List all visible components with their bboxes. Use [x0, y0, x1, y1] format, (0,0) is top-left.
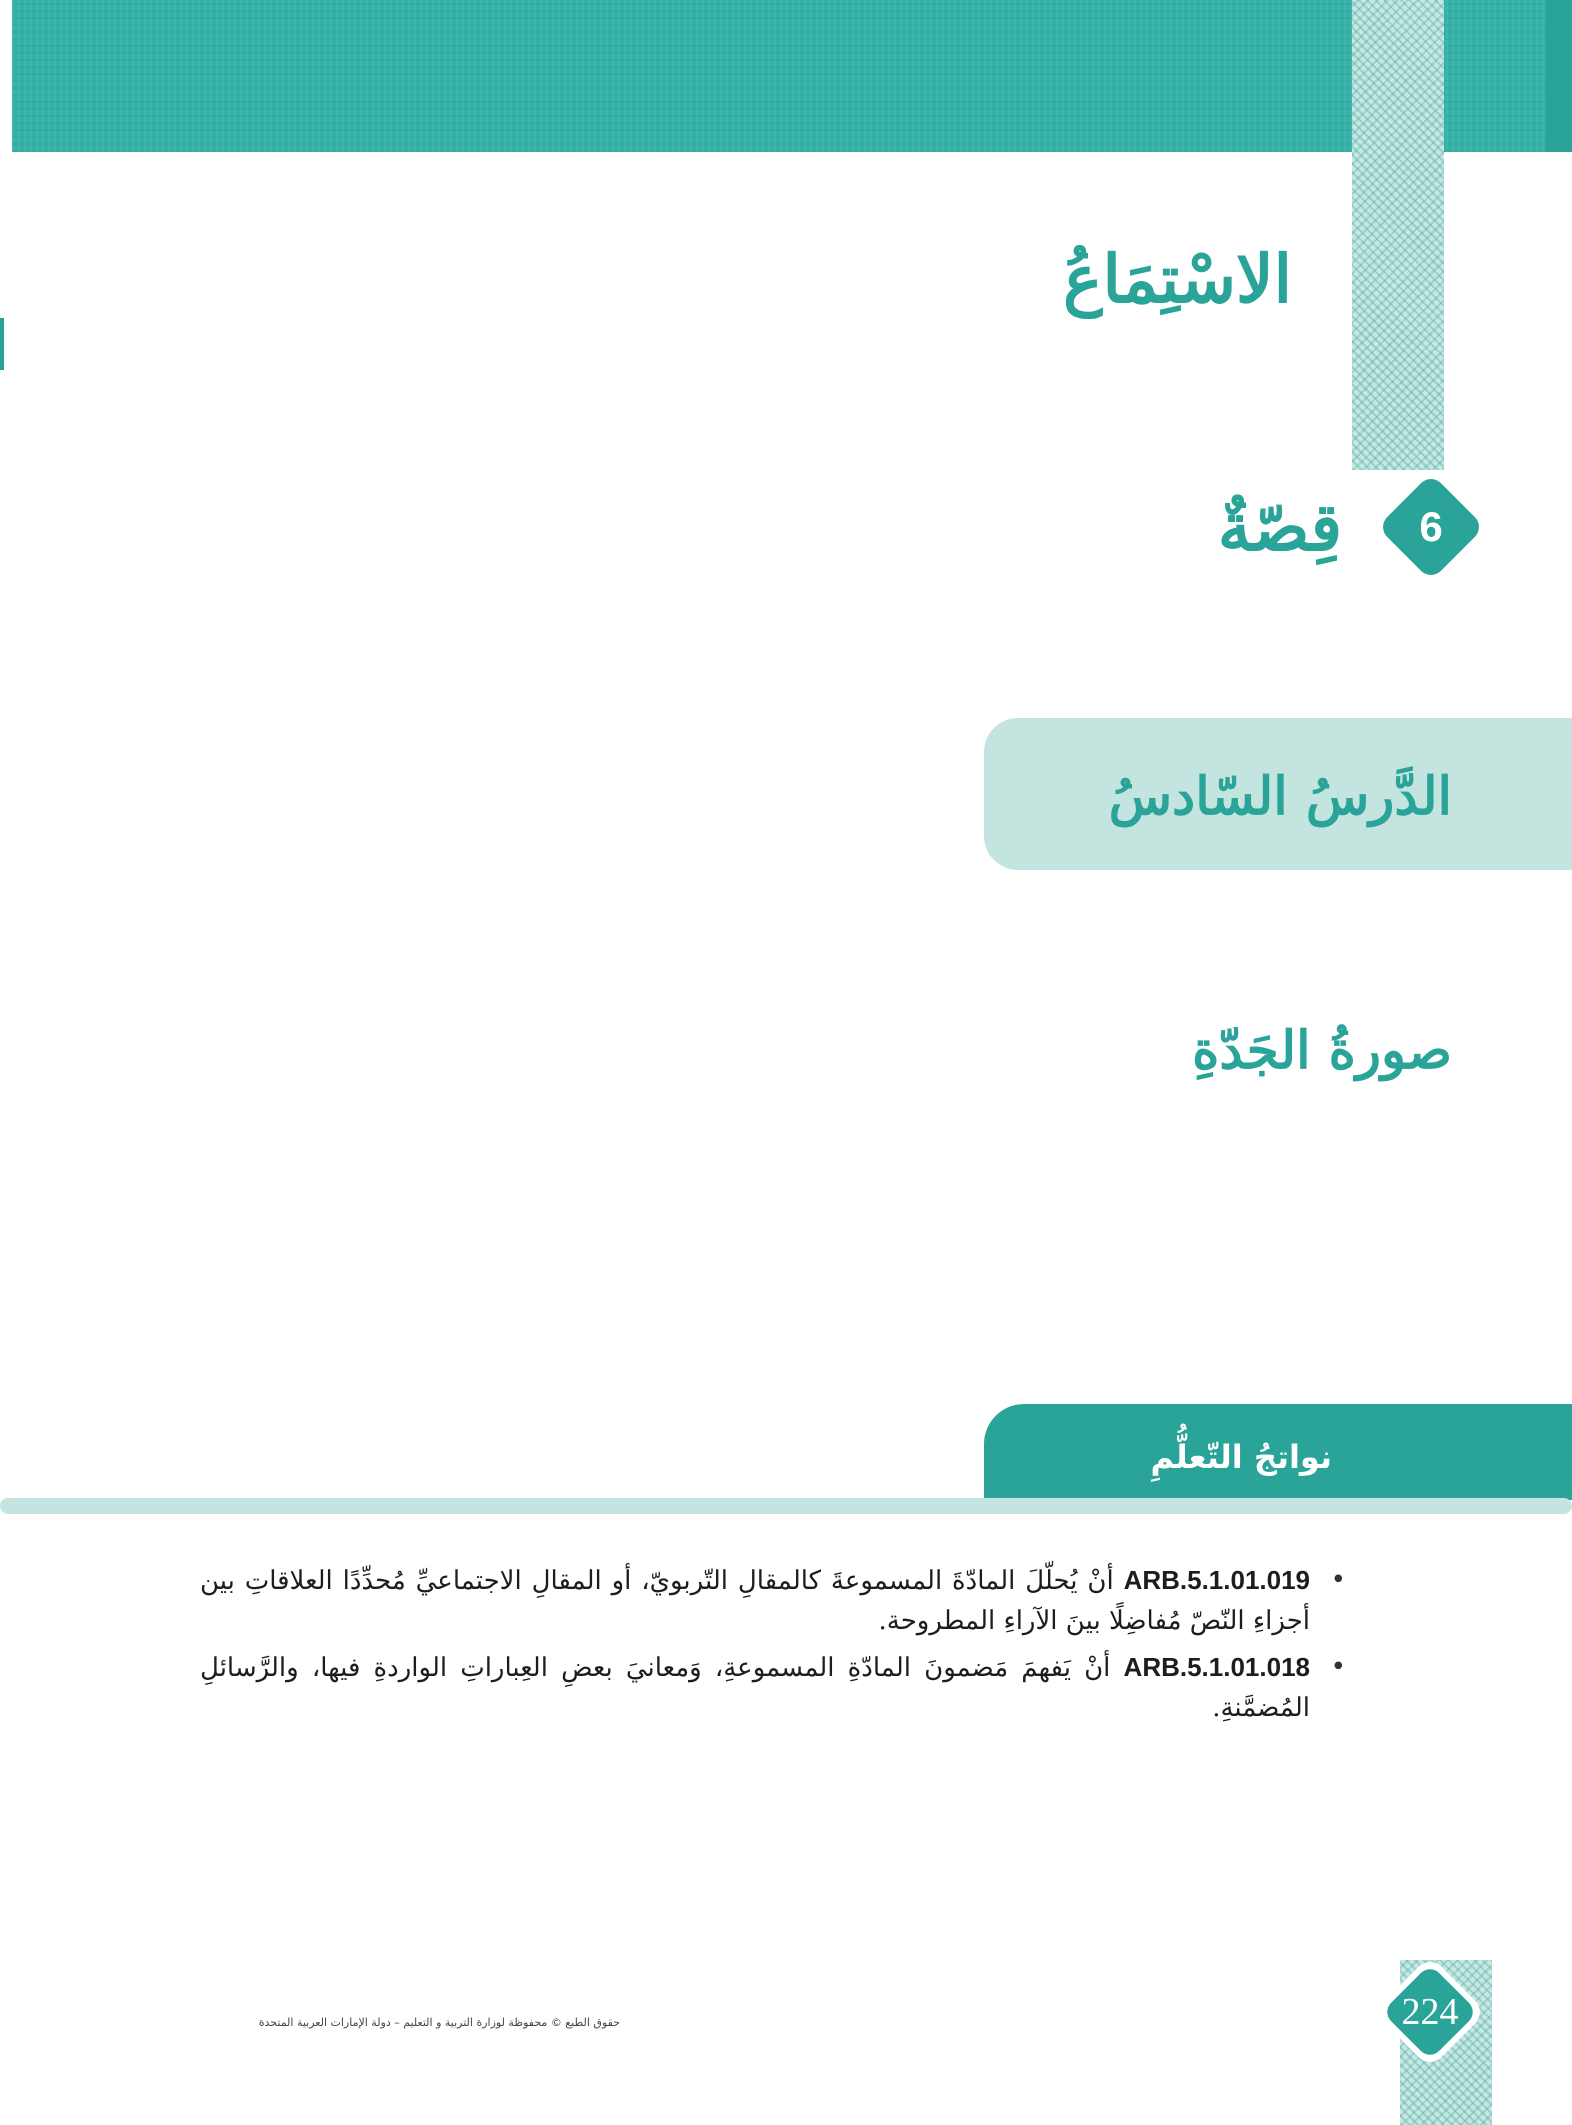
top-banner-edge [1546, 0, 1572, 152]
top-banner [12, 0, 1572, 152]
story-title: صورةُ الجَدّةِ [1192, 1020, 1452, 1081]
copyright-notice: حقوق الطبع © محفوظة لوزارة التربية و التعليم – دولة الإمارات العربية المتحدة [258, 2016, 620, 2029]
list-item [200, 1647, 1310, 1728]
outcome-text: أنْ يُحلّلَ المادّةَ المسموعةَ كالمقالِ التّربويّ، أو المقالِ الاجتماعيِّ مُحدِّدًا العلاقاتِ بين أجزاءِ النّصّ مُفاضِلًا بينَ الآراءِ المطروحة. [200, 1566, 1310, 1636]
section-title: الاسْتِمَاعُ [1063, 240, 1292, 318]
section-divider [0, 1498, 1572, 1514]
outcome-code: ARB.5.1.01.019 [1123, 1565, 1311, 1595]
page-number: 224 [1401, 1991, 1459, 2033]
learning-outcomes-heading: نواتجُ التّعلُّمِ [1150, 1438, 1332, 1476]
lesson-number: 6 [1419, 503, 1443, 550]
side-ribbon [1352, 0, 1444, 470]
learning-outcomes-list [200, 1560, 1350, 1734]
page-edge-marker [0, 318, 4, 370]
outcome-code: ARB.5.1.01.018 [1123, 1652, 1310, 1682]
page-number-badge [1368, 1950, 1492, 2074]
lesson-number-badge [1362, 458, 1500, 596]
lesson-label: الدَّرسُ السّادسُ [1108, 766, 1452, 827]
outcome-text: أنْ يَفهمَ مَضمونَ المادّةِ المسموعةِ، وَمعانيَ بعضِ العِباراتِ الواردةِ فيها، والرَّسائلِ المُضمَّنةِ. [200, 1653, 1310, 1723]
lesson-type: قِصّةٌ [1217, 488, 1342, 566]
list-item [200, 1560, 1310, 1641]
